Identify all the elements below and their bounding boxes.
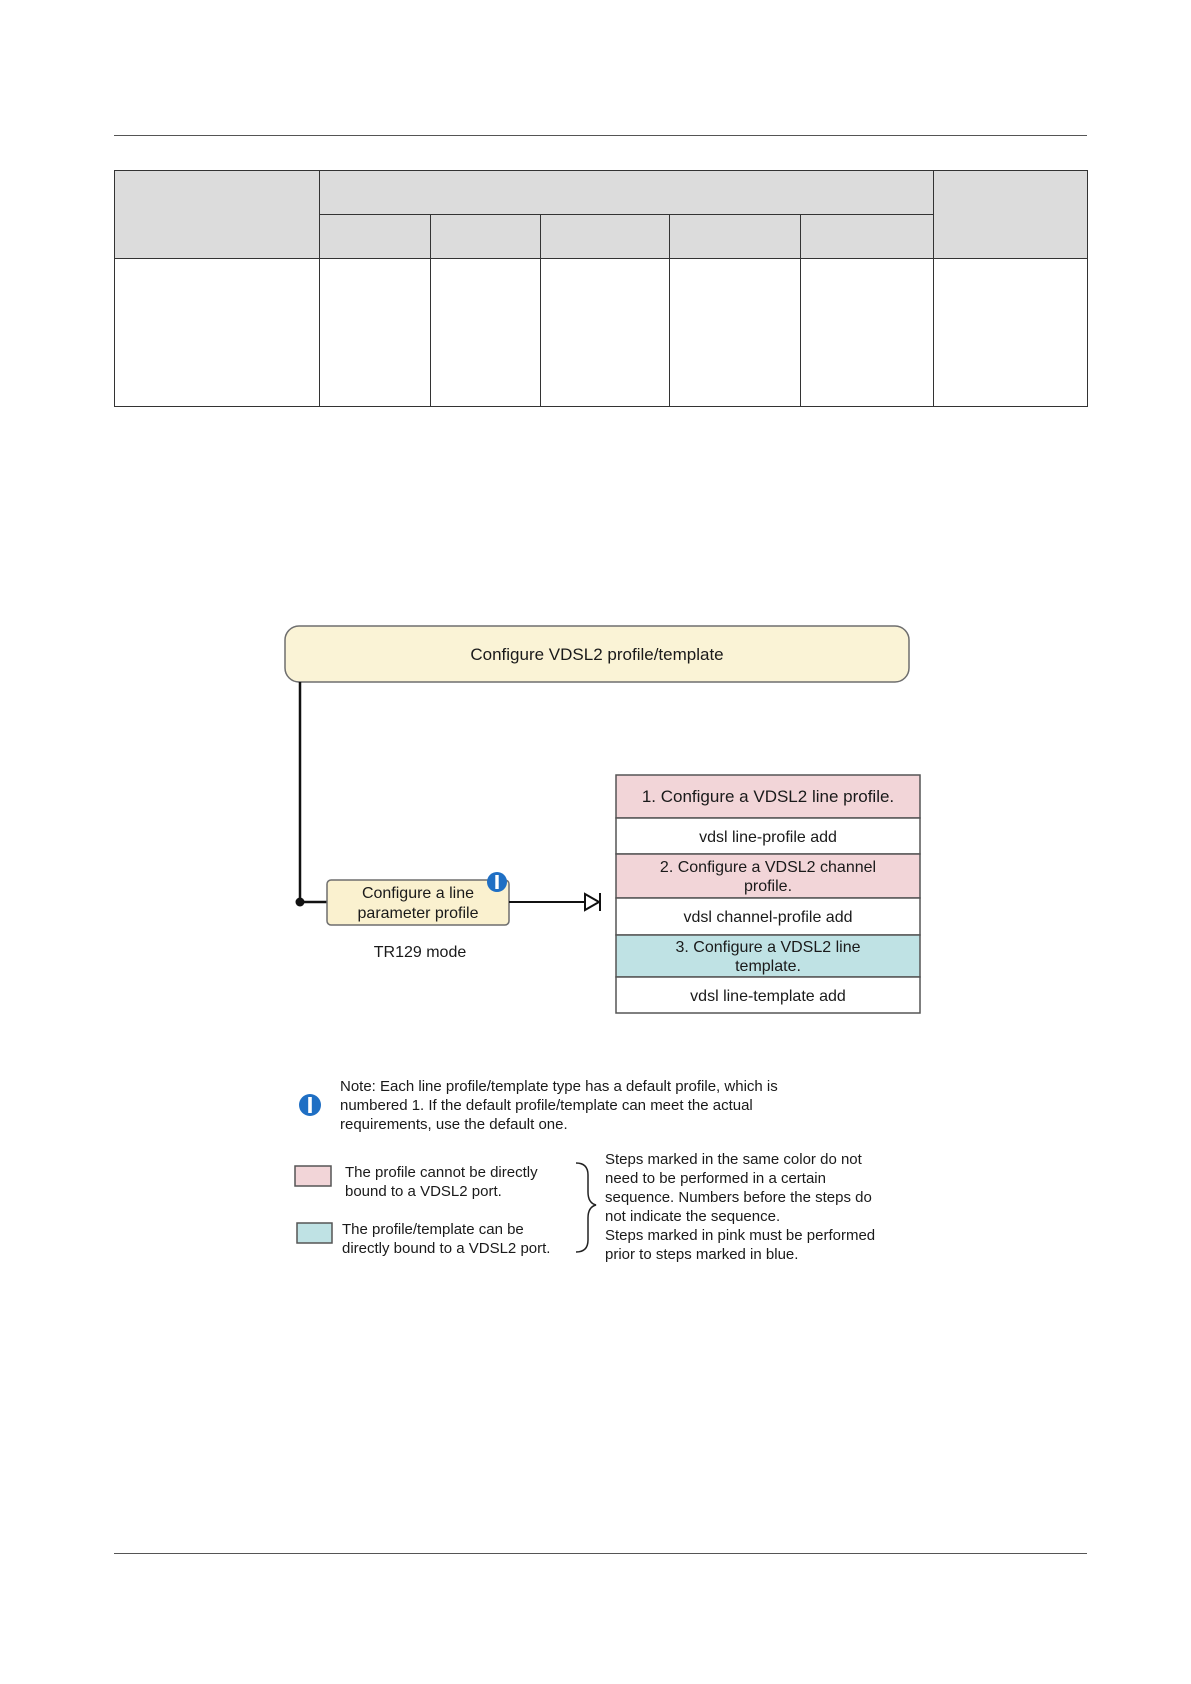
legend-note-line: requirements, use the default one. (340, 1116, 568, 1133)
step-text: 1. Configure a VDSL2 line profile. (641, 787, 895, 806)
legend-blue-swatch (297, 1223, 332, 1243)
legend-steps-line: Steps marked in the same color do not (605, 1151, 862, 1168)
legend-steps-line: need to be performed in a certain (605, 1170, 826, 1187)
step-text: profile. (743, 878, 793, 895)
legend-pink-swatch (295, 1166, 331, 1186)
legend-steps-line: Steps marked in pink must be performed (605, 1227, 876, 1244)
step-command: vdsl channel-profile add (683, 909, 853, 926)
legend-steps-line: prior to steps marked in blue. (605, 1246, 799, 1263)
legend-pink-text: bound to a VDSL2 port. (345, 1183, 502, 1200)
legend-blue-text: The profile/template can be (342, 1221, 524, 1238)
legend-blue-text: directly bound to a VDSL2 port. (342, 1240, 551, 1257)
info-icon-glyph (308, 1097, 312, 1113)
legend-note-line: Note: Each line profile/template type has a default profile, which is (340, 1078, 778, 1095)
legend-note-line: numbered 1. If the default profile/template can meet the actual (340, 1097, 753, 1114)
footer-rule (114, 1553, 1087, 1554)
diagram-title: Configure VDSL2 profile/template (470, 645, 724, 664)
step-text: 2. Configure a VDSL2 channel (659, 859, 877, 876)
steps-column (616, 775, 920, 1013)
line-param-label: Configure a line (361, 885, 475, 902)
step-command: vdsl line-template add (690, 988, 846, 1005)
info-icon-glyph (495, 875, 498, 889)
legend-steps-line: not indicate the sequence. (605, 1208, 781, 1225)
legend-steps-line: sequence. Numbers before the steps do (605, 1189, 872, 1206)
mode-label: TR129 mode (373, 944, 467, 961)
step-text: template. (735, 958, 801, 975)
step-command: vdsl line-profile add (699, 829, 837, 846)
line-param-label: parameter profile (357, 905, 479, 922)
arrow-head-icon (585, 894, 599, 910)
brace-icon (576, 1163, 596, 1252)
step-text: 3. Configure a VDSL2 line (675, 939, 861, 956)
legend-pink-text: The profile cannot be directly (345, 1164, 538, 1181)
